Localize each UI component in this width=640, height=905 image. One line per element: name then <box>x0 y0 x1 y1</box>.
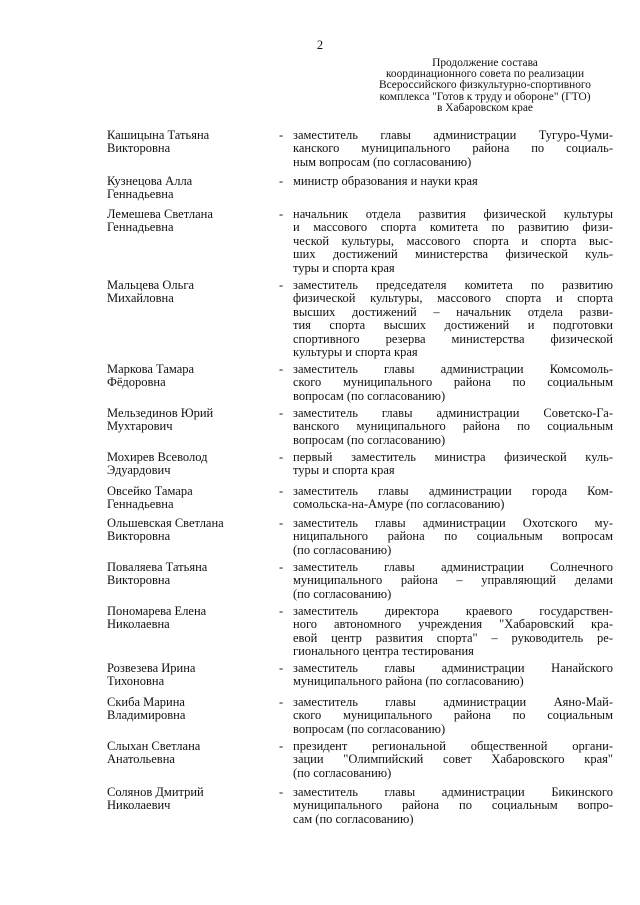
member-role-line: тия спорта высших достижений и подготовки <box>293 318 613 333</box>
member-name <box>107 279 267 306</box>
member-role-line: вопросам (по согласованию) <box>293 388 446 403</box>
member-role-line: министр образования и науки края <box>293 174 478 188</box>
dash-separator: - <box>279 484 284 498</box>
member-name <box>107 451 267 478</box>
member-name <box>107 363 267 390</box>
member-name <box>107 696 267 723</box>
member-role-line: ших достижений министерства физической куль- <box>293 247 613 262</box>
member-name-line: Мельзединов Юрий <box>107 406 214 420</box>
header-line: Всероссийского физкультурно-спортивного <box>379 79 591 92</box>
member-role-line: заместитель главы администрации Нанайского <box>293 661 613 675</box>
header-line: в Хабаровском крае <box>437 101 533 114</box>
member-role-line: и массового спорта комитета по развитию физи- <box>293 220 613 235</box>
member-role-line: начальник отдела развития физической культуры <box>293 207 613 221</box>
member-name <box>107 175 267 202</box>
member-name-line: Солянов Дмитрий <box>107 785 204 799</box>
member-role-line: ванского муниципального района по социальным <box>293 419 613 434</box>
dash-separator: - <box>279 128 284 142</box>
member-role-line: заместитель главы администрации Советско-Га- <box>293 406 613 420</box>
member-role-line: туры и спорта края <box>293 260 395 275</box>
member-role <box>293 696 613 736</box>
member-name-line: Эдуардович <box>107 463 171 478</box>
header-line: Продолжение состава <box>432 57 538 69</box>
member-role-line: спортивного резерва министерства физической <box>293 331 613 346</box>
member-role-line: ского муниципального района по социальным <box>293 708 613 723</box>
dash-separator: - <box>279 174 284 188</box>
member-name-line: Лемешева Светлана <box>107 207 213 221</box>
dash-separator: - <box>279 516 284 530</box>
member-name-line: Поваляева Татьяна <box>107 560 208 574</box>
member-name-line: Ольшевская Светлана <box>107 516 224 530</box>
member-role-line: муниципального района (по согласованию) <box>293 674 524 689</box>
member-name-line: Мухтарович <box>107 419 173 434</box>
dash-separator: - <box>279 661 284 675</box>
member-role <box>293 129 613 169</box>
dash-separator: - <box>279 450 284 464</box>
member-name <box>107 662 267 689</box>
member-role-line: культуры и спорта края <box>293 345 418 360</box>
member-role <box>293 363 613 403</box>
dash-separator: - <box>279 362 284 376</box>
member-role-line: (по согласованию) <box>293 765 392 780</box>
member-role-line: гионального центра тестирования <box>293 644 474 659</box>
dash-separator: - <box>279 695 284 709</box>
member-role <box>293 407 613 447</box>
header-line: комплекса "Готов к труду и обороне" (ГТО) <box>379 90 591 103</box>
dash-separator: - <box>279 604 284 618</box>
member-name <box>107 561 267 588</box>
member-role <box>293 279 613 359</box>
member-name-line: Николаевич <box>107 798 171 813</box>
member-role-line: заместитель главы администрации города Ком- <box>293 484 613 498</box>
member-name-line: Слыхан Светлана <box>107 739 201 753</box>
member-role-line: заместитель главы администрации Тугуро-Чуми- <box>293 128 613 142</box>
member-role <box>293 208 613 275</box>
member-role-line: вопросам (по согласованию) <box>293 721 446 736</box>
member-name-line: Викторовна <box>107 141 171 156</box>
member-name <box>107 129 267 156</box>
member-role-line: ниципального района по социальным вопросам <box>293 529 613 544</box>
member-role-line: физической культуры, массового спорта и спорта <box>293 291 613 306</box>
member-name-line: Скиба Марина <box>107 695 185 709</box>
member-role <box>293 517 613 557</box>
member-role-line: заместитель главы администрации Аяно-Май- <box>293 695 613 709</box>
dash-separator: - <box>279 560 284 574</box>
member-role-line: евой центр развития спорта" – руководитель ре- <box>293 630 613 645</box>
member-name-line: Мохирев Всеволод <box>107 450 208 464</box>
member-name-line: Николаевна <box>107 617 170 632</box>
member-role-line: заместитель главы администрации Охотского му- <box>293 516 613 530</box>
member-role <box>293 662 613 689</box>
member-role-line: первый заместитель министра физической куль- <box>293 450 613 464</box>
member-role-line: заместитель главы администрации Солнечного <box>293 560 613 574</box>
dash-separator: - <box>279 739 284 753</box>
member-role-line: ческой культуры, массового спорта и спорта выс- <box>293 233 613 248</box>
member-name-line: Викторовна <box>107 529 171 544</box>
member-name-line: Геннадьевна <box>107 497 174 512</box>
member-role-line: заместитель директора краевого государствен- <box>293 604 613 618</box>
member-role-line: муниципального района – управляющий делами <box>293 573 613 588</box>
member-role <box>293 485 613 512</box>
member-role <box>293 786 613 826</box>
member-name <box>107 740 267 767</box>
member-name-line: Овсейко Тамара <box>107 484 193 498</box>
header-line: координационного совета по реализации <box>385 68 585 81</box>
member-name-line: Кашицына Татьяна <box>107 128 210 142</box>
member-role-line: канского муниципального района по социаль- <box>293 141 613 156</box>
member-name-line: Викторовна <box>107 573 171 588</box>
member-role-line: (по согласованию) <box>293 542 392 557</box>
member-name-line: Тихоновна <box>107 674 165 689</box>
member-name-line: Владимировна <box>107 708 186 723</box>
member-name <box>107 485 267 512</box>
dash-separator: - <box>279 406 284 420</box>
member-role <box>293 561 613 601</box>
member-role-line: (по согласованию) <box>293 586 392 601</box>
member-name-line: Геннадьевна <box>107 220 174 235</box>
member-role <box>293 605 613 659</box>
header-continuation-title <box>340 58 630 114</box>
member-role-line: сомольска-на-Амуре (по согласованию) <box>293 497 505 512</box>
dash-separator: - <box>279 278 284 292</box>
member-role <box>293 175 613 188</box>
member-name-line: Михайловна <box>107 291 174 306</box>
member-role-line: президент региональной общественной органи- <box>293 739 613 753</box>
member-name <box>107 517 267 544</box>
member-role-line: заместитель главы администрации Комсомоль- <box>293 362 613 376</box>
member-role-line: вопросам (по согласованию) <box>293 432 446 447</box>
member-name-line: Фёдоровна <box>107 375 166 390</box>
member-name <box>107 786 267 813</box>
member-role <box>293 451 613 478</box>
member-role-line: зации "Олимпийский совет Хабаровского края" <box>293 752 613 767</box>
member-role <box>293 740 613 780</box>
member-role-line: сам (по согласованию) <box>293 811 414 826</box>
member-role-line: ного автономного учреждения "Хабаровский кра- <box>293 617 613 632</box>
member-role-line: заместитель главы администрации Бикинского <box>293 785 613 799</box>
member-role-line: ского муниципального района по социальным <box>293 375 613 390</box>
member-role-line: высших достижений – начальник отдела разви- <box>293 304 613 319</box>
member-role-line: муниципального района по социальным вопро- <box>293 798 613 813</box>
member-name-line: Геннадьевна <box>107 187 174 202</box>
member-name-line: Кузнецова Алла <box>107 174 193 188</box>
dash-separator: - <box>279 207 284 221</box>
member-name <box>107 605 267 632</box>
member-name <box>107 208 267 235</box>
member-role-line: туры и спорта края <box>293 463 395 478</box>
member-name-line: Мальцева Ольга <box>107 278 194 292</box>
member-name-line: Пономарева Елена <box>107 604 207 618</box>
member-role-line: заместитель председателя комитета по развитию <box>293 278 613 292</box>
member-name-line: Анатольевна <box>107 752 175 767</box>
page-number: 2 <box>316 38 324 52</box>
member-name <box>107 407 267 434</box>
member-name-line: Маркова Тамара <box>107 362 195 376</box>
dash-separator: - <box>279 785 284 799</box>
member-role-line: ным вопросам (по согласованию) <box>293 154 472 169</box>
member-name-line: Розвезева Ирина <box>107 661 196 675</box>
